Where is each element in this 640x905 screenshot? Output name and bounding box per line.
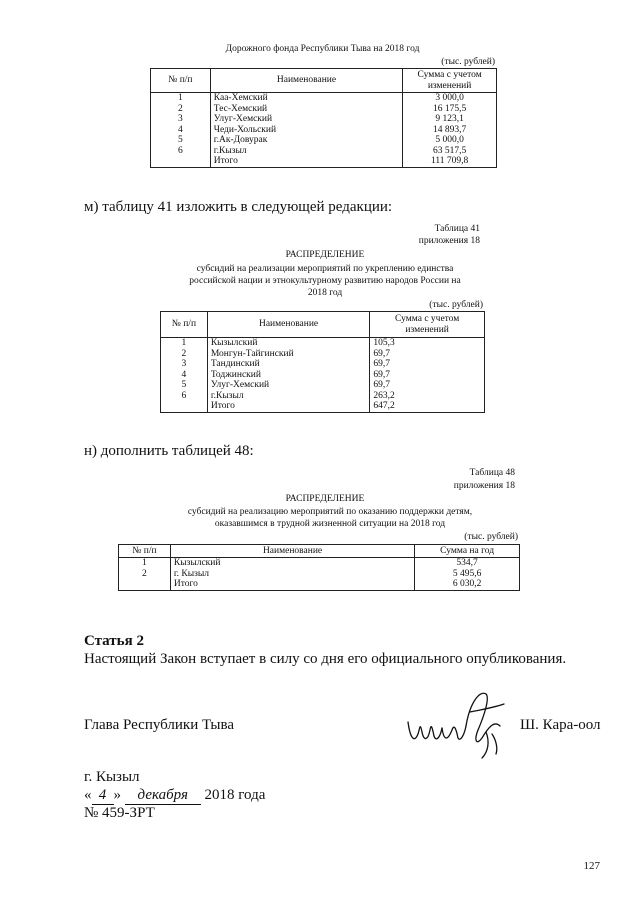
table-row: 2 Монгун-Тайгинский 69,7 — [161, 349, 485, 360]
table-b-subtitle-3: 2018 год — [307, 288, 343, 298]
table-b-subtitle-1: субсидий на реализации мероприятий по укреплению единства — [196, 264, 454, 274]
page-number: 127 — [583, 860, 600, 872]
table-row-total: Итого 647,2 — [161, 401, 485, 412]
table-c-subtitle-2: оказавшимся в трудной жизненной ситуации на 2018 год — [214, 519, 446, 529]
table-c-header-num: № п/п — [119, 545, 171, 558]
table-row: 4 Чеди-Хольский 14 893,7 — [151, 125, 497, 136]
table-b-unit: (тыс. рублей) — [429, 300, 483, 310]
date-quote-close: » — [113, 787, 121, 803]
table-c-header-name: Наименование — [170, 545, 414, 558]
table-a-unit: (тыс. рублей) — [441, 57, 495, 67]
table-row: 5 Улуг-Хемский 69,7 — [161, 380, 485, 391]
table-row: 3 Улуг-Хемский 9 123,1 — [151, 114, 497, 125]
table-row: 2 г. Кызыл 5 495,6 — [119, 569, 520, 580]
law-number: № 459-ЗРТ — [84, 805, 155, 821]
table-a-header-name: Наименование — [210, 69, 402, 93]
paragraph-m: м) таблицу 41 изложить в следующей редакции: — [84, 199, 393, 215]
table-b-header-name: Наименование — [207, 312, 369, 338]
table-a-header-num: № п/п — [151, 69, 211, 93]
table-row: 4 Тоджинский 69,7 — [161, 370, 485, 381]
table-row-total: Итого 111 709,8 — [151, 156, 497, 167]
table-a-title: Дорожного фонда Республики Тыва на 2018 год — [225, 44, 420, 54]
table-b — [160, 311, 485, 413]
signatory-name: Ш. Кара-оол — [520, 717, 601, 733]
date-month: декабря — [125, 786, 201, 805]
handwritten-signature — [400, 682, 515, 762]
table-b-header-sum: Сумма с учетом изменений — [370, 312, 485, 338]
table-b-heading: РАСПРЕДЕЛЕНИЕ — [285, 250, 365, 260]
article-title: Статья 2 — [84, 633, 144, 649]
table-a-header-sum: Сумма с учетом изменений — [403, 69, 497, 93]
paragraph-n: н) дополнить таблицей 48: — [84, 443, 254, 459]
footer-city: г. Кызыл — [84, 769, 140, 785]
table-row: 5 г.Ак-Довурак 5 000,0 — [151, 135, 497, 146]
table-row: 2 Тес-Хемский 16 175,5 — [151, 104, 497, 115]
table-a — [150, 68, 497, 168]
table-row: 1 Кызылский 534,7 — [119, 558, 520, 569]
signatory-position: Глава Республики Тыва — [84, 717, 235, 733]
table-row: 6 г.Кызыл 263,2 — [161, 391, 485, 402]
table-row: 6 г.Кызыл 63 517,5 — [151, 146, 497, 157]
footer-date — [84, 786, 265, 805]
table-c-unit: (тыс. рублей) — [464, 532, 518, 542]
date-day: 4 — [92, 786, 114, 805]
table-b-header-num: № п/п — [161, 312, 208, 338]
table-b-appendix: приложения 18 — [418, 236, 480, 246]
article-text: Настоящий Закон вступает в силу со дня его официального опубликования. — [84, 651, 567, 667]
table-b-label: Таблица 41 — [434, 224, 480, 234]
table-b-subtitle-2: российской нации и этнокультурному развитию народов России на — [189, 276, 461, 286]
table-c-subtitle-1: субсидий на реализацию мероприятий по оказанию поддержки детям, — [187, 507, 473, 517]
table-c-header-sum: Сумма на год — [415, 545, 520, 558]
date-year: 2018 года — [204, 787, 266, 803]
table-row: 1 Каа-Хемский 3 000,0 — [151, 93, 497, 104]
table-c-heading: РАСПРЕДЕЛЕНИЕ — [285, 494, 365, 504]
table-row: 1 Кызылский 105,3 — [161, 338, 485, 349]
table-c-label: Таблица 48 — [469, 468, 515, 478]
table-row: 3 Тандинский 69,7 — [161, 359, 485, 370]
table-c-appendix: приложения 18 — [453, 481, 515, 491]
table-c — [118, 544, 520, 591]
date-quote-open: « — [84, 787, 92, 803]
table-row-total: Итого 6 030,2 — [119, 579, 520, 590]
